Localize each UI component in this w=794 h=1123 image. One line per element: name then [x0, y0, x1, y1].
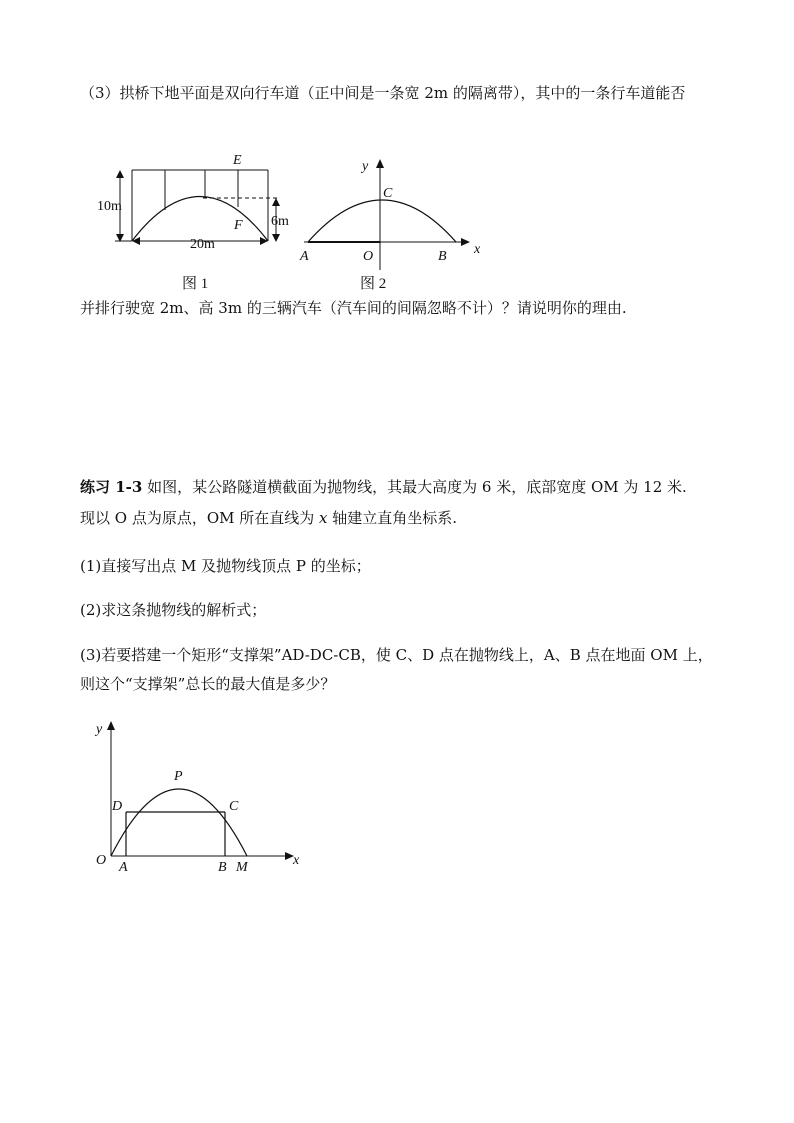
figure-2 — [290, 150, 495, 290]
fig3-label-y: y — [96, 722, 103, 737]
fig2-label-x: x — [474, 242, 481, 257]
figure-1 — [95, 150, 289, 292]
fig1-caption: 图 1 — [182, 276, 209, 292]
fig3-label-A: A — [119, 860, 128, 875]
exercise-var-x: x — [319, 509, 328, 527]
fig3-label-M: M — [236, 860, 248, 875]
fig1-label-20m: 20m — [190, 237, 215, 252]
fig1-label-F: F — [234, 218, 243, 233]
exercise-q1: (1)直接写出点 M 及抛物线顶点 P 的坐标； — [80, 557, 371, 575]
fig2-label-B: B — [438, 249, 447, 264]
problem3-line2: 并排行驶宽 2m、高 3m 的三辆汽车（汽车间的间隔忽略不计）？请说明你的理由. — [80, 299, 627, 317]
fig1-arrow-left — [132, 237, 140, 245]
exercise-line1 — [80, 477, 687, 497]
fig1-arrow-6m-up — [272, 198, 280, 206]
fig1-label-6m: 6m — [271, 214, 289, 229]
fig2-label-C: C — [383, 186, 393, 201]
fig3-label-P: P — [174, 769, 183, 784]
fig2-label-y: y — [362, 159, 369, 174]
fig1-arrow-right — [260, 237, 268, 245]
fig3-label-D: D — [112, 799, 123, 814]
fig2-label-O: O — [363, 249, 374, 264]
fig1-label-10m: 10m — [97, 199, 122, 214]
fig3-label-C: C — [229, 799, 239, 814]
fig3-parabola — [111, 789, 247, 856]
exercise-title: 练习 1-3 — [80, 478, 143, 496]
exercise-text-2b: 轴建立直角坐标系. — [327, 509, 458, 527]
fig2-x-arrow — [461, 238, 470, 246]
fig3-label-x: x — [293, 853, 300, 868]
fig1-arrow-up — [116, 170, 124, 178]
fig1-arrow-6m-down — [272, 234, 280, 242]
fig1-label-E: E — [233, 153, 242, 168]
exercise-text-2a: 现以 O 点为原点，OM 所在直线为 — [80, 509, 320, 527]
fig2-caption: 图 2 — [360, 276, 387, 292]
fig3-label-B: B — [218, 860, 227, 875]
fig2-y-arrow — [376, 159, 384, 168]
fig3-y-arrow — [107, 721, 115, 730]
fig3-label-O: O — [96, 853, 107, 868]
exercise-q3-line2: 则这个“支撑架”总长的最大值是多少？ — [80, 675, 336, 693]
fig1-arch — [132, 197, 268, 242]
exercise-q3-line1: (3)若要搭建一个矩形“支撑架”AD-DC-CB，使 C、D 点在抛物线上，A、B 点在地面 OM 上， — [80, 646, 713, 664]
exercise-line2 — [80, 508, 457, 528]
fig2-arch — [308, 200, 456, 242]
figure-3 — [88, 712, 318, 882]
exercise-text-1: 如图，某公路隧道横截面为抛物线，其最大高度为 6 米，底部宽度 OM 为 12 米. — [147, 478, 687, 496]
problem3-line1: （3）拱桥下地平面是双向行车道（正中间是一条宽 2m 的隔离带），其中的一条行车道能否 — [80, 84, 686, 102]
fig2-label-A: A — [300, 249, 309, 264]
exercise-q2: (2)求这条抛物线的解析式； — [80, 601, 267, 619]
